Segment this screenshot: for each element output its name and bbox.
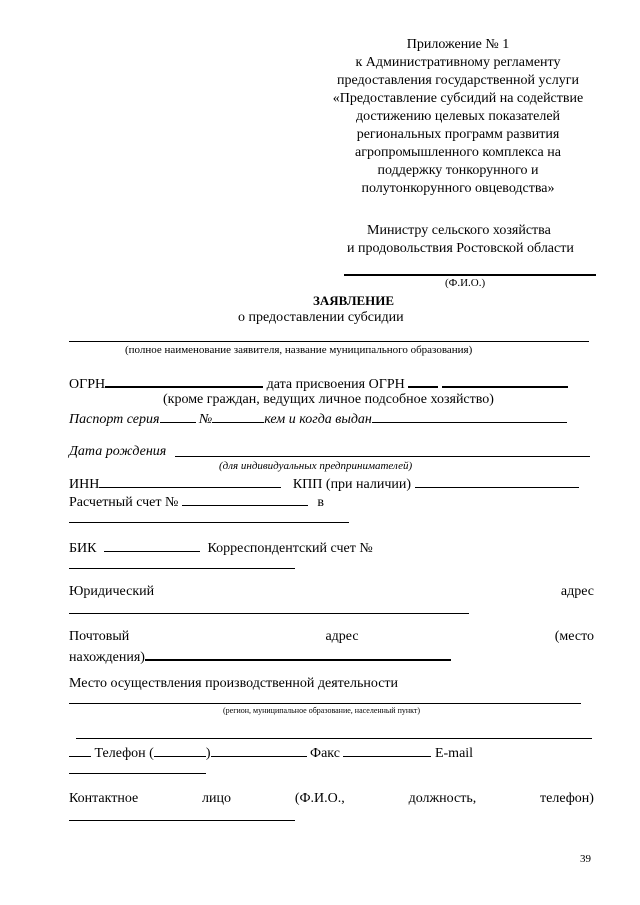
- postal-address-field[interactable]: [145, 646, 451, 661]
- contact-person-row: [69, 790, 594, 807]
- postal-address-row: [69, 628, 594, 645]
- applicant-name-line[interactable]: [69, 341, 589, 342]
- corr-account-label: Корреспондентский счет №: [207, 541, 373, 556]
- account-field[interactable]: [182, 492, 308, 506]
- ogrn-note: (кроме граждан, ведущих личное подсобное хозяйство): [163, 392, 494, 407]
- postal-address-word: нахождения): [69, 650, 145, 665]
- bik-label: БИК: [69, 541, 97, 556]
- bik-field[interactable]: [104, 538, 200, 552]
- postal-address-word: адрес: [325, 629, 359, 644]
- production-place-label: Место осуществления производственной деятельности: [69, 676, 399, 691]
- production-place-field[interactable]: [69, 703, 581, 704]
- passport-row: [69, 409, 567, 428]
- kpp-field[interactable]: [415, 474, 579, 488]
- ip-note: (для индивидуальных предпринимателей): [219, 460, 413, 472]
- birth-date-label: Дата рождения: [69, 444, 167, 459]
- fax-label: Факс: [310, 746, 340, 761]
- ogrn-field[interactable]: [105, 373, 263, 388]
- page-number: 39: [580, 853, 591, 865]
- appendix-line: поддержку тонкорунного и: [377, 163, 539, 178]
- addressee-line-2: и продовольствия Ростовской области: [347, 241, 574, 256]
- appendix-line: к Административному регламенту: [355, 55, 561, 70]
- addressee-line-1: Министру сельского хозяйства: [367, 223, 551, 238]
- contact-word: телефон): [540, 791, 594, 806]
- appendix-line: «Предоставление субсидий на содействие: [332, 91, 584, 106]
- legal-address-field[interactable]: [69, 613, 469, 614]
- contact-word: лицо: [202, 791, 232, 806]
- phone-label: Телефон (: [94, 746, 154, 761]
- document-subtitle: о предоставлении субсидии: [238, 310, 404, 325]
- appendix-line: Приложение № 1: [406, 37, 510, 52]
- account-in-label: в: [317, 495, 324, 510]
- phone-close: ): [205, 746, 211, 761]
- applicant-caption: (полное наименование заявителя, название муниципального образования): [125, 344, 473, 356]
- ogrn-row: [69, 373, 568, 393]
- inn-field[interactable]: [99, 474, 281, 488]
- extra-address-line[interactable]: [76, 738, 592, 739]
- addressee-fio-caption: (Ф.И.О.): [445, 277, 486, 289]
- bik-row: [69, 538, 373, 557]
- legal-address-word: Юридический: [69, 584, 155, 599]
- contact-person-field[interactable]: [69, 820, 295, 821]
- passport-number-field[interactable]: [212, 409, 264, 423]
- passport-issued-label: кем и когда выдан: [264, 412, 372, 427]
- ogrn-date-label: дата присвоения ОГРН: [266, 377, 405, 392]
- contact-word: (Ф.И.О.,: [294, 791, 345, 806]
- postal-address-row-2: [69, 646, 451, 666]
- contact-word: Контактное: [69, 791, 139, 806]
- passport-series-field[interactable]: [160, 409, 196, 423]
- phone-prefix-field[interactable]: [69, 743, 91, 757]
- legal-address-word: адрес: [560, 584, 594, 599]
- appendix-line: достижению целевых показателей: [355, 109, 561, 124]
- phone-field[interactable]: [211, 743, 307, 757]
- fax-field[interactable]: [343, 743, 431, 757]
- email-label: E-mail: [434, 746, 474, 761]
- account-label: Расчетный счет №: [69, 495, 179, 510]
- appendix-line: региональных программ развития: [356, 127, 560, 142]
- phone-code-field[interactable]: [154, 743, 206, 757]
- inn-label: ИНН: [69, 477, 100, 492]
- contact-word: должность,: [408, 791, 477, 806]
- document-title: ЗАЯВЛЕНИЕ: [313, 293, 395, 308]
- kpp-label: КПП (при наличии): [292, 477, 412, 492]
- addressee-fio-line[interactable]: [344, 274, 596, 276]
- birth-date-field[interactable]: [175, 456, 590, 457]
- inn-row: [69, 474, 579, 493]
- appendix-line: агропромышленного комплекса на: [355, 145, 561, 160]
- ogrn-date-field[interactable]: [442, 373, 568, 388]
- contacts-row: [69, 743, 473, 762]
- corr-account-field[interactable]: [69, 568, 295, 569]
- postal-address-word: Почтовый: [69, 629, 130, 644]
- account-row: [69, 492, 324, 511]
- appendix-block: [318, 36, 598, 198]
- bank-name-field[interactable]: [69, 522, 349, 523]
- postal-address-word: (место: [554, 629, 594, 644]
- appendix-line: предоставления государственной услуги: [337, 73, 579, 88]
- passport-series-label: Паспорт серия: [69, 412, 160, 427]
- legal-address-row: [69, 583, 594, 600]
- ogrn-date-day-field[interactable]: [408, 373, 438, 388]
- passport-issued-field[interactable]: [372, 409, 567, 423]
- passport-number-label: №: [199, 412, 213, 427]
- production-place-caption: (регион, муниципальное образование, населенный пункт): [223, 706, 421, 715]
- email-field[interactable]: [69, 773, 206, 774]
- appendix-line: полутонкорунного овцеводства»: [361, 181, 555, 196]
- ogrn-label: ОГРН: [69, 377, 106, 392]
